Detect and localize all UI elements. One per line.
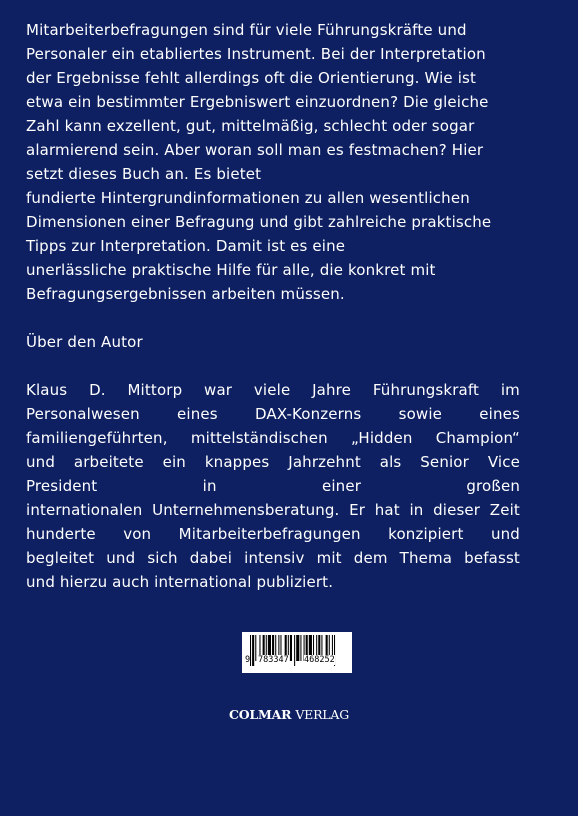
bio-word: in bbox=[409, 501, 424, 519]
author-bio-line bbox=[26, 474, 520, 498]
author-bio-line bbox=[26, 546, 520, 570]
barcode-bar bbox=[252, 635, 254, 666]
barcode-bar bbox=[296, 635, 299, 661]
bio-word: Zeit bbox=[489, 501, 520, 519]
bio-word: sowie bbox=[398, 405, 443, 423]
author-bio-last-line: und hierzu auch international publiziert. bbox=[26, 573, 334, 591]
barcode-bar bbox=[255, 635, 256, 661]
bio-word: Senior bbox=[420, 453, 469, 471]
bio-word: in bbox=[202, 477, 217, 495]
bio-word: im bbox=[500, 381, 520, 399]
bio-word: konzipiert bbox=[388, 525, 464, 543]
barcode-bar bbox=[250, 635, 251, 666]
bio-word: und bbox=[26, 453, 55, 471]
description-line: der Ergebnisse fehlt allerdings oft die Orientierung. Wie ist bbox=[26, 69, 477, 87]
description-line: fundierte Hintergrundinformationen zu allen wesentlichen bbox=[26, 189, 470, 207]
bio-word: einer bbox=[321, 477, 362, 495]
author-bio-line bbox=[26, 450, 520, 474]
bio-word: und bbox=[106, 549, 136, 567]
bio-word: viele bbox=[253, 381, 291, 399]
bio-word: dem bbox=[353, 549, 388, 567]
bio-word: President bbox=[26, 477, 98, 495]
barcode-bar bbox=[300, 635, 301, 661]
bio-word: Thema bbox=[399, 549, 453, 567]
description-line: alarmierend sein. Aber woran soll man es festmachen? Hier bbox=[26, 141, 484, 159]
publisher-name-regular: VERLAG bbox=[295, 707, 350, 722]
description-line: Dimensionen einer Befragung und gibt zahlreiche praktische bbox=[26, 213, 492, 231]
barcode-digits-right: 468252 bbox=[304, 655, 335, 665]
bio-word: D. bbox=[89, 381, 106, 399]
publisher-logo bbox=[0, 707, 578, 723]
bio-word: Führungskraft bbox=[372, 381, 480, 399]
description-line: Mitarbeiterbefragungen sind für viele Führungskräfte und bbox=[26, 21, 467, 39]
barcode-bar bbox=[290, 635, 292, 661]
description-line: unerlässliche praktische Hilfe für alle, die konkret mit bbox=[26, 261, 436, 279]
bio-word: eines bbox=[479, 405, 520, 423]
about-author-heading: Über den Autor bbox=[26, 333, 143, 351]
bio-word: dabei bbox=[189, 549, 233, 567]
bio-word: knappes bbox=[204, 453, 270, 471]
bio-word: hat bbox=[374, 501, 400, 519]
bio-word: familiengeführten, bbox=[26, 429, 168, 447]
bio-word: Er bbox=[349, 501, 366, 519]
description-line: Befragungsergebnissen arbeiten müssen. bbox=[26, 285, 345, 303]
bio-word: sich bbox=[147, 549, 178, 567]
author-bio-line bbox=[26, 426, 520, 450]
bio-word: intensiv bbox=[244, 549, 305, 567]
barcode-bar bbox=[294, 635, 295, 666]
bio-word: mittelständischen bbox=[190, 429, 328, 447]
bio-word: Jahrzehnt bbox=[288, 453, 361, 471]
description-line: Tipps zur Interpretation. Damit ist es eine bbox=[26, 237, 346, 255]
bio-word: begleitet bbox=[26, 549, 95, 567]
author-bio-line bbox=[26, 498, 520, 522]
publisher-name-bold: COLMAR bbox=[228, 707, 292, 722]
bio-word: Jahre bbox=[312, 381, 352, 399]
author-bio-line bbox=[26, 522, 520, 546]
barcode-bars bbox=[242, 632, 352, 673]
barcode-digits-left: 783347 bbox=[258, 655, 289, 665]
bio-word: Champion“ bbox=[435, 429, 520, 447]
bio-word: und bbox=[490, 525, 520, 543]
bio-word: eines bbox=[177, 405, 218, 423]
bio-word: Mitarbeiterbefragungen bbox=[178, 525, 361, 543]
description-line: Personaler ein etabliertes Instrument. Bei der Interpretation bbox=[26, 45, 486, 63]
bio-word: Mittorp bbox=[127, 381, 183, 399]
bio-word: als bbox=[379, 453, 402, 471]
bio-word: großen bbox=[466, 477, 520, 495]
bio-word: „Hidden bbox=[351, 429, 413, 447]
author-bio-line bbox=[26, 402, 520, 426]
bio-word: hunderte bbox=[26, 525, 96, 543]
bio-word: befasst bbox=[464, 549, 520, 567]
bio-word: Unternehmensberatung. bbox=[152, 501, 340, 519]
bio-word: Vice bbox=[487, 453, 520, 471]
description-line: Zahl kann exzellent, gut, mittelmäßig, schlecht oder sogar bbox=[26, 117, 475, 135]
isbn-barcode bbox=[242, 632, 352, 673]
bio-word: DAX-Konzerns bbox=[254, 405, 362, 423]
bio-word: Personalwesen bbox=[26, 405, 140, 423]
bio-word: war bbox=[204, 381, 233, 399]
description-line: setzt dieses Buch an. Es bietet bbox=[26, 165, 262, 183]
bio-word: arbeitete bbox=[73, 453, 144, 471]
author-bio-line bbox=[26, 378, 520, 402]
description-line: etwa ein bestimmter Ergebniswert einzuordnen? Die gleiche bbox=[26, 93, 489, 111]
bio-word: internationalen bbox=[26, 501, 143, 519]
bio-word: mit bbox=[316, 549, 342, 567]
bio-word: ein bbox=[162, 453, 186, 471]
barcode-digit-first: 9 bbox=[245, 655, 251, 665]
bio-word: dieser bbox=[433, 501, 481, 519]
bio-word: Klaus bbox=[26, 381, 68, 399]
bio-word: von bbox=[123, 525, 152, 543]
